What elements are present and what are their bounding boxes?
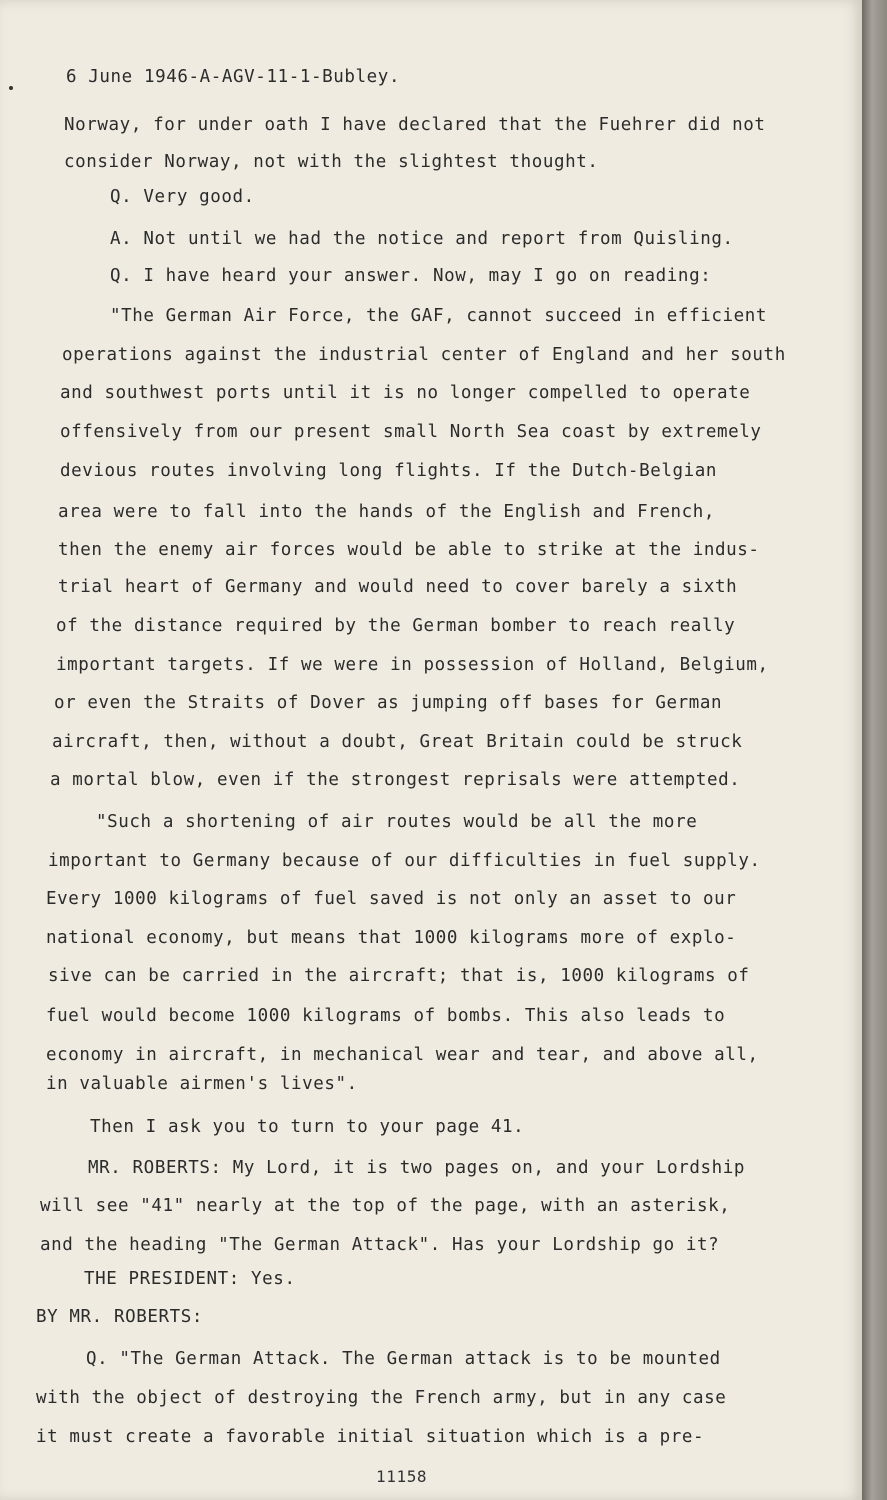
text-line: it must create a favorable initial situation which is a pre- <box>36 1427 705 1447</box>
text-line: area were to fall into the hands of the English and French, <box>58 502 716 522</box>
text-line: devious routes involving long flights. If the Dutch-Belgian <box>60 461 718 481</box>
text-line: MR. ROBERTS: My Lord, it is two pages on, and your Lordship <box>88 1158 746 1178</box>
text-line: national economy, but means that 1000 kilograms more of explo- <box>46 928 737 948</box>
text-line: "Such a shortening of air routes would be all the more <box>96 812 698 832</box>
text-line: a mortal blow, even if the strongest reprisals were attempted. <box>50 770 741 790</box>
text-line: aircraft, then, without a doubt, Great Britain could be struck <box>52 732 743 752</box>
text-line: THE PRESIDENT: Yes. <box>84 1269 296 1289</box>
text-line: and southwest ports until it is no longer compelled to operate <box>60 383 751 403</box>
text-line: then the enemy air forces would be able to strike at the indus- <box>58 540 760 560</box>
text-line: fuel would become 1000 kilograms of bombs. This also leads to <box>46 1006 726 1026</box>
text-line: with the object of destroying the French army, but in any case <box>36 1388 727 1408</box>
text-line: BY MR. ROBERTS: <box>36 1307 204 1327</box>
text-line: economy in aircraft, in mechanical wear and tear, and above all, <box>46 1045 759 1065</box>
text-line: offensively from our present small North Sea coast by extremely <box>60 422 762 442</box>
page-header: 6 June 1946-A-AGV-11-1-Bubley. <box>66 67 401 87</box>
text-line: important to Germany because of our difficulties in fuel supply. <box>48 851 761 871</box>
text-line: and the heading "The German Attack". Has your Lordship go it? <box>40 1235 720 1255</box>
text-line: of the distance required by the German bomber to reach really <box>56 616 736 636</box>
text-line: trial heart of Germany and would need to cover barely a sixth <box>58 577 738 597</box>
text-line: or even the Straits of Dover as jumping off bases for German <box>54 693 723 713</box>
text-line: will see "41" nearly at the top of the page, with an asterisk, <box>40 1196 731 1216</box>
text-line: A. Not until we had the notice and report from Quisling. <box>110 229 734 249</box>
text-line: consider Norway, not with the slightest thought. <box>64 152 599 172</box>
text-line: Q. Very good. <box>110 187 255 207</box>
text-line: Q. I have heard your answer. Now, may I go on reading: <box>110 266 712 286</box>
text-line: "The German Air Force, the GAF, cannot succeed in efficient <box>110 306 768 326</box>
text-line: Q. "The German Attack. The German attack is to be mounted <box>86 1349 721 1369</box>
text-line: operations against the industrial center of England and her south <box>62 345 786 365</box>
text-line: important targets. If we were in possession of Holland, Belgium, <box>56 655 769 675</box>
text-line: Every 1000 kilograms of fuel saved is not only an asset to our <box>46 889 737 909</box>
text-line: in valuable airmen's lives". <box>46 1074 358 1094</box>
page-edge <box>862 0 887 1500</box>
margin-mark <box>9 86 13 90</box>
page-number: 11158 <box>376 1467 428 1486</box>
text-line: Then I ask you to turn to your page 41. <box>90 1117 525 1137</box>
text-line: Norway, for under oath I have declared that the Fuehrer did not <box>64 115 766 135</box>
text-line: sive can be carried in the aircraft; that is, 1000 kilograms of <box>48 966 750 986</box>
